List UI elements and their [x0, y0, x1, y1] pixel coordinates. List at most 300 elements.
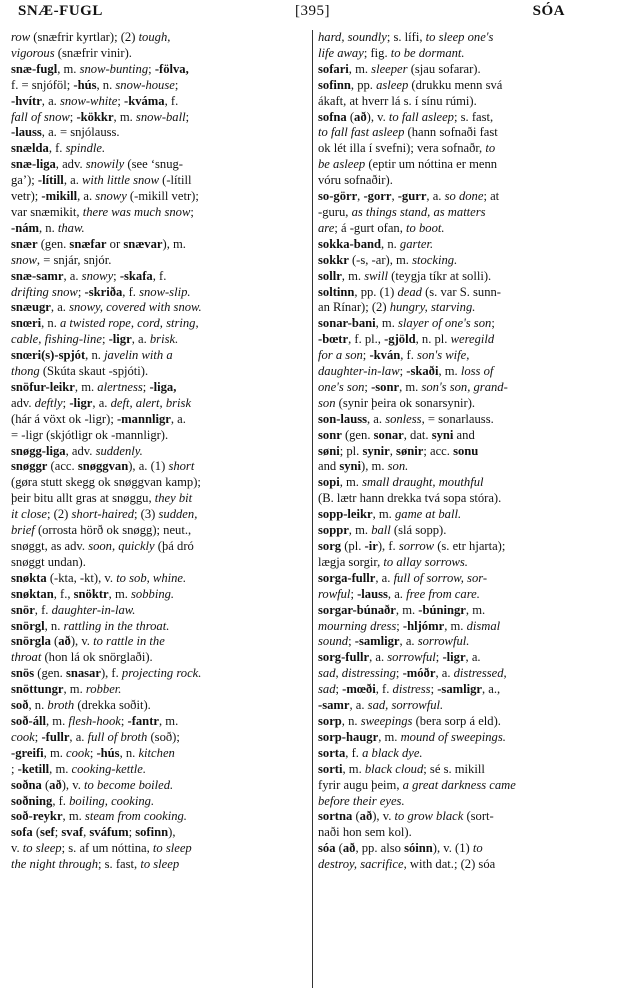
- dictionary-line: [318, 189, 616, 205]
- entry-text: snøggt undan).: [11, 554, 86, 569]
- english-gloss: sweepings: [360, 713, 413, 728]
- english-gloss: are: [318, 220, 335, 235]
- english-gloss: to grow black: [394, 809, 464, 824]
- dictionary-line: [11, 507, 311, 523]
- dictionary-line: [11, 46, 311, 62]
- headword: soppr: [318, 523, 349, 538]
- english-gloss: son's son, grand-: [421, 379, 508, 394]
- headword: -mannligr: [116, 411, 171, 426]
- entry-text: ;: [430, 682, 438, 697]
- entry-text: ; á -gurt ofan,: [334, 220, 407, 235]
- entry-text: (slá sopp).: [390, 523, 447, 538]
- dictionary-line: [318, 603, 616, 619]
- entry-text: (: [346, 109, 355, 124]
- entry-text: (gen.: [341, 427, 374, 442]
- dictionary-line: [318, 746, 616, 762]
- english-gloss: boiling, cooking.: [69, 793, 155, 808]
- english-gloss: before their eyes.: [318, 793, 405, 808]
- dictionary-line: [318, 269, 616, 285]
- headword: sorg: [318, 539, 342, 553]
- headword: -ligr: [69, 395, 93, 410]
- english-gloss: hungry, starving.: [389, 300, 476, 315]
- headword: -hvítr: [11, 93, 42, 108]
- dictionary-line: [318, 841, 616, 857]
- english-gloss: as things stand, as matters: [351, 204, 486, 219]
- entry-text: (eptir um nóttina er menn: [365, 157, 498, 172]
- entry-text: , f. pl.,: [348, 332, 385, 347]
- headword: -bœtr: [318, 332, 349, 347]
- english-gloss: the night through: [11, 857, 98, 872]
- english-gloss: be asleep: [318, 157, 366, 172]
- headword: -hús: [96, 745, 120, 760]
- entry-text: , n.: [39, 220, 58, 235]
- dictionary-line: [11, 300, 311, 316]
- english-gloss: brief: [11, 523, 35, 538]
- entry-text: (: [50, 634, 59, 649]
- dictionary-line: [318, 94, 616, 110]
- dictionary-line: [318, 778, 616, 794]
- english-gloss: for a son: [318, 348, 363, 363]
- dictionary-line: [318, 682, 616, 698]
- headword: snøkta: [11, 570, 47, 585]
- english-gloss: soon, quickly: [88, 539, 155, 553]
- entry-text: ),: [168, 825, 176, 840]
- english-gloss: to sob, whine.: [116, 570, 187, 585]
- entry-text: vóru sofnaðir).: [318, 173, 393, 188]
- entry-text: , a.: [369, 650, 388, 665]
- headword: sofari: [318, 61, 349, 76]
- entry-text: ; s. lífi,: [386, 30, 426, 44]
- entry-text: , f.,: [53, 586, 74, 601]
- english-gloss: weregild: [450, 332, 495, 347]
- entry-text: , a.: [435, 666, 454, 681]
- entry-text: (Skúta skaut -spjóti).: [39, 364, 149, 379]
- entry-text: ;: [117, 93, 124, 108]
- entry-text: (s. var S. sunn-: [421, 284, 501, 299]
- english-gloss: sad, sorrowful.: [367, 698, 444, 713]
- english-gloss: stocking.: [412, 252, 458, 267]
- headword: að: [359, 809, 373, 824]
- dictionary-line: [11, 778, 311, 794]
- headword: syni: [339, 459, 362, 474]
- headword: -gurr: [397, 189, 427, 204]
- entry-text: or: [106, 236, 124, 251]
- headword: sonar-bani: [318, 316, 376, 331]
- headword: sofinn: [135, 825, 169, 840]
- dictionary-line: [318, 634, 616, 650]
- entry-text: ;: [348, 634, 355, 649]
- entry-text: (sort-: [463, 809, 494, 824]
- headword: -nám: [11, 220, 39, 235]
- entry-text: ), v.: [61, 777, 85, 792]
- headword: sofna: [318, 109, 347, 124]
- dictionary-line: [11, 841, 311, 857]
- entry-text: , a.: [92, 395, 111, 410]
- entry-text: ok lét illa í svefni); vera sofnaðr,: [318, 141, 486, 156]
- entry-text: , n.: [28, 698, 48, 713]
- entry-text: vetr);: [11, 189, 42, 204]
- column-divider: [312, 30, 313, 988]
- entry-text: ;: [395, 666, 403, 681]
- entry-text: , a.: [77, 189, 96, 204]
- english-gloss: projecting rock.: [121, 666, 202, 681]
- headword: synir: [362, 443, 390, 458]
- entry-text: ; s. af um nóttina,: [61, 841, 153, 856]
- english-gloss: spindle.: [65, 141, 106, 156]
- dictionary-line: [11, 316, 311, 332]
- entry-text: ;: [54, 825, 62, 840]
- english-gloss: snow: [11, 252, 37, 267]
- entry-text: ;: [62, 395, 70, 410]
- entry-text: , a.: [426, 189, 445, 204]
- headword: soðning: [11, 793, 53, 808]
- entry-text: = -ligr (skjótligr ok -mannligr).: [11, 427, 169, 442]
- dictionary-line: [11, 348, 311, 364]
- entry-text: , m.: [395, 602, 419, 617]
- dictionary-line: [318, 300, 616, 316]
- entry-text: adv.: [11, 395, 35, 410]
- entry-text: (bera sorp á eld).: [412, 713, 501, 728]
- english-gloss: loss of: [460, 364, 494, 379]
- entry-text: ;: [69, 109, 77, 124]
- headword: soð-reykr: [11, 809, 63, 824]
- dictionary-line: [318, 348, 616, 364]
- entry-text: , m.: [348, 61, 372, 76]
- entry-text: (-lítill: [158, 173, 192, 188]
- english-gloss: hard, soundly: [318, 30, 387, 44]
- entry-text: (drukku menn svá: [408, 77, 503, 92]
- headword: að: [342, 841, 356, 856]
- entry-text: ), v.: [366, 109, 389, 124]
- english-gloss: snowy, covered with snow.: [69, 300, 202, 315]
- entry-text: f. = snjóföl;: [11, 77, 74, 92]
- entry-text: (: [41, 777, 50, 792]
- headword: snøgg-liga: [11, 443, 66, 458]
- entry-text: , a. = snjólauss.: [41, 125, 120, 140]
- english-gloss: to sleep: [22, 841, 62, 856]
- entry-text: (hon lá ok snörglaði).: [41, 650, 153, 665]
- entry-text: ;: [335, 682, 343, 697]
- headword: -fölva,: [154, 61, 189, 76]
- entry-text: , m.: [62, 809, 85, 824]
- page-number: [395]: [295, 3, 330, 19]
- english-gloss: cable, fishing-line: [11, 332, 102, 347]
- entry-text: , m.: [372, 507, 395, 522]
- english-gloss: snow-ball: [135, 109, 186, 124]
- english-gloss: with little snow: [82, 173, 159, 188]
- headword: sóa: [318, 841, 336, 856]
- entry-text: (gen.: [37, 236, 70, 251]
- headword: snøggvan: [77, 459, 129, 474]
- english-gloss: son's wife,: [417, 348, 470, 363]
- entry-text: , m.: [339, 475, 363, 490]
- dictionary-line: [11, 603, 311, 619]
- dictionary-line: [318, 507, 616, 523]
- headword: syni: [431, 427, 454, 442]
- headword: sonar: [373, 427, 404, 442]
- english-gloss: daughter-in-law: [318, 364, 400, 379]
- entry-text: , m.: [158, 713, 179, 728]
- dictionary-line: [318, 730, 616, 746]
- english-gloss: mound of sweepings.: [400, 729, 506, 744]
- english-gloss: they bit: [154, 491, 193, 506]
- dictionary-line: [11, 666, 311, 682]
- entry-text: ; acc.: [423, 443, 454, 458]
- dictionary-line: [11, 78, 311, 94]
- headword: -ketill: [17, 761, 50, 776]
- dictionary-line: [11, 634, 311, 650]
- english-gloss: sad, distressing: [318, 666, 396, 681]
- page-header: [10, 3, 615, 25]
- entry-text: ; sé s. mikill: [423, 761, 485, 776]
- entry-text: and: [318, 459, 340, 474]
- dictionary-line: [318, 46, 616, 62]
- entry-text: -guru,: [318, 204, 352, 219]
- english-gloss: distressed,: [453, 666, 507, 681]
- dictionary-line: [318, 396, 616, 412]
- headword: -skriða: [84, 284, 123, 299]
- headword: snæ-liga: [11, 157, 56, 172]
- entry-text: ;: [396, 618, 403, 633]
- entry-text: , m.: [465, 602, 486, 617]
- headword: -samr: [318, 698, 350, 713]
- dictionary-line: [11, 157, 311, 173]
- entry-text: , a.: [465, 650, 481, 665]
- english-gloss: thaw.: [57, 220, 85, 235]
- dictionary-line: [318, 475, 616, 491]
- english-gloss: snow-white: [59, 93, 118, 108]
- headword: sonr: [318, 427, 342, 442]
- entry-text: , a.: [131, 332, 150, 347]
- dictionary-line: [318, 698, 616, 714]
- english-gloss: ball: [371, 523, 391, 538]
- entry-text: ,: [391, 189, 398, 204]
- english-gloss: sorrowful.: [417, 634, 470, 649]
- headword: snörgl: [11, 618, 45, 633]
- english-gloss: so done: [444, 189, 484, 204]
- dictionary-line: [11, 555, 311, 571]
- entry-text: , adv.: [55, 157, 86, 172]
- headword: sokka-band: [318, 236, 382, 251]
- entry-text: ;: [362, 348, 370, 363]
- dictionary-line: [318, 221, 616, 237]
- dictionary-line: [11, 571, 311, 587]
- running-head-left: SNÆ-FUGL: [18, 3, 103, 19]
- entry-text: , a.: [50, 300, 70, 315]
- entry-text: an Rínar); (2): [318, 300, 390, 315]
- dictionary-line: [11, 809, 311, 825]
- entry-text: (synir þeira ok sonarsynir).: [335, 395, 476, 410]
- entry-text: ;: [128, 825, 136, 840]
- headword: snæfar: [69, 236, 107, 251]
- entry-text: ; s. fast,: [453, 109, 494, 124]
- entry-text: , with dat.; (2) sóa: [403, 857, 496, 872]
- english-gloss: one's son: [318, 379, 365, 394]
- entry-text: ; s. fast,: [98, 857, 141, 872]
- entry-text: (teygja tíkr at solli).: [388, 268, 492, 283]
- headword: sorp: [318, 713, 342, 728]
- dictionary-line: [318, 205, 616, 221]
- entry-text: , n.: [341, 713, 361, 728]
- dictionary-line: [11, 825, 311, 841]
- headword: -búningr: [418, 602, 466, 617]
- headword: snöfur-leikr: [11, 379, 75, 394]
- dictionary-line: [318, 587, 616, 603]
- english-gloss: fall of snow: [11, 109, 70, 124]
- entry-text: ;: [101, 332, 109, 347]
- headword: sóinn: [404, 841, 433, 856]
- entry-text: , m.: [45, 713, 69, 728]
- dictionary-line: [11, 794, 311, 810]
- dictionary-line: [318, 571, 616, 587]
- headword: soðna: [11, 777, 42, 792]
- entry-text: , pp. (1): [354, 284, 398, 299]
- right-column: [318, 30, 616, 990]
- english-gloss: vigorous: [11, 45, 55, 60]
- entry-text: , a.: [63, 173, 82, 188]
- english-gloss: brisk.: [149, 332, 179, 347]
- english-gloss: asleep: [376, 77, 409, 92]
- headword: sofinn: [318, 77, 351, 92]
- dictionary-line: [318, 491, 616, 507]
- english-gloss: kitchen: [138, 745, 175, 760]
- entry-text: , n.: [44, 618, 64, 633]
- english-gloss: deftly: [34, 395, 63, 410]
- headword: -sonr: [371, 379, 400, 394]
- english-gloss: deft, alert, brisk: [110, 395, 192, 410]
- entry-text: , m.: [444, 618, 467, 633]
- entry-text: , f.: [122, 284, 140, 299]
- entry-text: (: [335, 841, 343, 856]
- english-gloss: snow-bunting: [79, 61, 149, 76]
- english-gloss: snowy: [81, 268, 114, 283]
- entry-text: , n.: [381, 236, 400, 251]
- headword: -lauss: [11, 125, 42, 140]
- entry-text: and: [453, 427, 475, 442]
- left-column: [11, 30, 311, 990]
- headword: sopp-leikr: [318, 507, 373, 522]
- entry-text: (B. lætr hann drekka tvá sopa stóra).: [318, 491, 502, 506]
- entry-text: (drekka soðit).: [74, 698, 151, 713]
- english-gloss: rowful: [318, 586, 351, 601]
- entry-text: , pp. also: [355, 841, 405, 856]
- entry-text: ; (3): [134, 507, 159, 522]
- running-head-right: SÓA: [532, 3, 565, 19]
- entry-text: , f.: [345, 745, 363, 760]
- dictionary-line: [11, 364, 311, 380]
- entry-text: , a.: [41, 93, 60, 108]
- entry-text: (snæfrir vinir).: [54, 45, 132, 60]
- entry-text: , n.: [96, 77, 116, 92]
- dictionary-line: [318, 364, 616, 380]
- english-gloss: robber.: [85, 682, 122, 697]
- entry-text: , n.: [41, 316, 60, 331]
- entry-text: , adv.: [65, 443, 96, 458]
- entry-text: var snæmikit,: [11, 204, 83, 219]
- entry-text: snøggt, as adv.: [11, 539, 89, 553]
- dictionary-line: [11, 857, 311, 873]
- entry-text: , f.: [48, 141, 66, 156]
- entry-text: ;: [350, 586, 358, 601]
- entry-text: , m.: [341, 268, 365, 283]
- entry-text: þeir bitu allt gras at snøggu,: [11, 491, 155, 506]
- dictionary-line: [318, 141, 616, 157]
- dictionary-line: [11, 62, 311, 78]
- entry-text: (s. etr hjarta);: [434, 539, 506, 553]
- entry-text: naði hon sem kol).: [318, 825, 412, 840]
- entry-text: ;: [364, 379, 372, 394]
- dictionary-line: [318, 157, 616, 173]
- english-gloss: steam from cooking.: [84, 809, 187, 824]
- entry-text: , = sonarlauss.: [421, 411, 494, 426]
- entry-text: ;: [34, 729, 42, 744]
- dictionary-line: [11, 539, 311, 555]
- english-gloss: to fall fast asleep: [318, 125, 405, 140]
- dictionary-line: [11, 237, 311, 253]
- headword: -liga,: [149, 379, 177, 394]
- dictionary-line: [318, 666, 616, 682]
- english-gloss: game at ball.: [394, 507, 462, 522]
- entry-text: , pp.: [350, 77, 377, 92]
- entry-text: ; fig.: [363, 45, 391, 60]
- dictionary-line: [11, 396, 311, 412]
- dictionary-line: [11, 619, 311, 635]
- entry-text: ;: [89, 745, 97, 760]
- headword: snøktan: [11, 586, 54, 601]
- english-gloss: sobbing.: [131, 586, 175, 601]
- headword: sváfum: [89, 825, 129, 840]
- dictionary-line: [318, 285, 616, 301]
- entry-text: , m.: [108, 586, 132, 601]
- english-gloss: snowily: [85, 157, 125, 172]
- headword: sorp-haugr: [318, 729, 379, 744]
- entry-text: , a.: [170, 411, 186, 426]
- english-gloss: sad: [318, 682, 336, 697]
- headword: snævar: [123, 236, 163, 251]
- english-gloss: snowy: [95, 189, 127, 204]
- dictionary-line: [11, 650, 311, 666]
- english-gloss: short: [168, 459, 195, 474]
- headword: -kván: [369, 348, 401, 363]
- headword: -samligr: [354, 634, 400, 649]
- headword: snörgla: [11, 634, 51, 649]
- dictionary-line: [11, 205, 311, 221]
- entry-text: , a.: [375, 570, 394, 585]
- headword: snœri: [11, 316, 42, 331]
- entry-text: , m.: [399, 379, 422, 394]
- english-gloss: to sleep one's: [425, 30, 494, 44]
- entry-text: (snæfrir kyrtlar); (2): [30, 30, 139, 44]
- dictionary-line: [318, 794, 616, 810]
- entry-text: , f.: [152, 268, 167, 283]
- dictionary-line: [11, 269, 311, 285]
- entry-text: , m.: [342, 761, 365, 776]
- entry-text: (: [352, 809, 360, 824]
- english-gloss: small draught, mouthful: [362, 475, 484, 490]
- entry-text: , m.: [375, 316, 399, 331]
- english-gloss: to: [485, 141, 496, 156]
- dictionary-line: [318, 332, 616, 348]
- entry-text: (acc.: [47, 459, 78, 474]
- english-gloss: snow-slip.: [139, 284, 191, 299]
- entry-text: , n.: [85, 348, 105, 363]
- entry-text: ;: [148, 61, 155, 76]
- english-gloss: sound: [318, 634, 349, 649]
- dictionary-line: [318, 110, 616, 126]
- dictionary-line: [11, 762, 311, 778]
- dictionary-line: [11, 30, 311, 46]
- headword: að: [58, 634, 71, 649]
